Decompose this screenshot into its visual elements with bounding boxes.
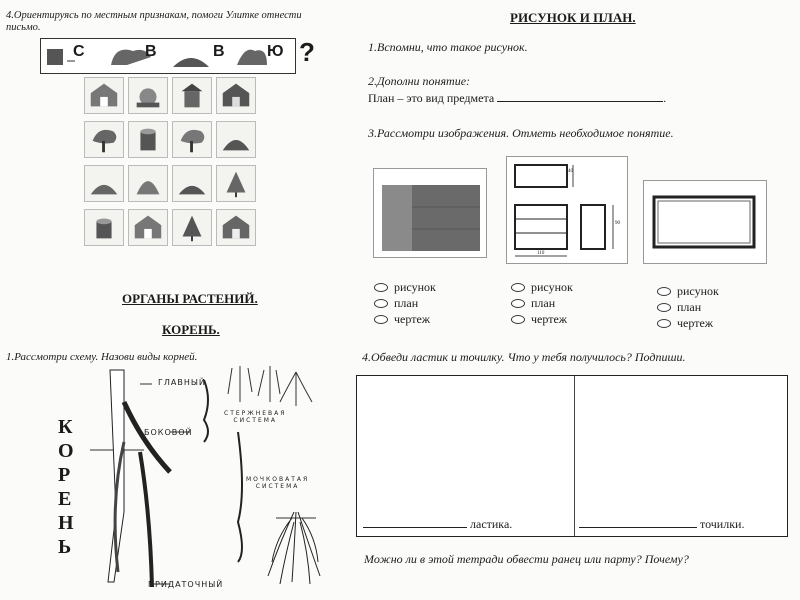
grid-cell[interactable] bbox=[128, 209, 168, 246]
option-technical-drawing[interactable]: чертеж bbox=[657, 315, 719, 331]
label-fibrous-system: МОЧКОВАТАЯ СИСТЕМА bbox=[246, 476, 310, 490]
question-1: 1.Вспомни, что такое рисунок. bbox=[368, 40, 528, 54]
radio-button[interactable] bbox=[657, 287, 671, 296]
option-technical-drawing[interactable]: чертеж bbox=[374, 311, 436, 327]
question-4: 4.Обведи ластик и точилку. Что у тебя получилось? Подпиши. bbox=[362, 350, 686, 364]
grid-cell[interactable] bbox=[216, 121, 256, 158]
grid-cell[interactable] bbox=[216, 165, 256, 202]
dresser-photo-frame bbox=[373, 168, 487, 258]
grid-cell[interactable] bbox=[172, 121, 212, 158]
option-drawing[interactable]: рисунок bbox=[657, 283, 719, 299]
options-group-drawing bbox=[511, 279, 573, 327]
koren-letter: Е bbox=[58, 488, 72, 510]
radio-button[interactable] bbox=[374, 299, 388, 308]
koren-letter: Ь bbox=[58, 536, 72, 558]
strip-letter-s: С bbox=[73, 43, 85, 60]
side-root-shape bbox=[124, 402, 170, 472]
grid-cell[interactable] bbox=[84, 165, 124, 202]
option-technical-drawing[interactable]: чертеж bbox=[511, 311, 573, 327]
radio-button[interactable] bbox=[511, 283, 525, 292]
grid-cell[interactable] bbox=[172, 209, 212, 246]
dimension-40: 40 bbox=[568, 169, 573, 174]
question-3: 3.Рассмотри изображения. Отметь необходимое понятие. bbox=[368, 126, 674, 140]
option-drawing[interactable]: рисунок bbox=[511, 279, 573, 295]
task4-instruction: 4.Ориентируясь по местным признакам, помоги Улитке отнести письмо. bbox=[6, 10, 302, 33]
dresser-photo bbox=[374, 169, 486, 257]
dresser-technical-drawing-frame bbox=[506, 156, 628, 264]
radio-button[interactable] bbox=[374, 283, 388, 292]
stump-icon bbox=[47, 49, 63, 65]
label-taproot-system: СТЕРЖНЕВАЯ СИСТЕМА bbox=[224, 410, 287, 424]
dimension-90: 90 bbox=[615, 221, 620, 226]
plan-definition-blank[interactable] bbox=[497, 89, 663, 102]
grid-cell[interactable] bbox=[216, 77, 256, 114]
grid-cell[interactable] bbox=[172, 165, 212, 202]
label-side-root: БОКОВОЙ bbox=[144, 428, 193, 437]
drawing-plan-title: РИСУНОК И ПЛАН. bbox=[510, 10, 636, 25]
strip-letter-v1: В bbox=[145, 43, 157, 60]
grid-cell[interactable] bbox=[84, 209, 124, 246]
strip-question-mark: ? bbox=[299, 37, 315, 67]
organs-title: ОРГАНЫ РАСТЕНИЙ. bbox=[122, 291, 258, 306]
grid-cell[interactable] bbox=[216, 209, 256, 246]
label-adventitious-root: ПРИДАТОЧНЫЙ bbox=[148, 580, 224, 589]
bush-icon bbox=[173, 58, 209, 67]
question-2-sentence: План – это вид предмета . bbox=[368, 91, 667, 105]
fibrous-brace bbox=[238, 432, 242, 562]
koren-letter: Н bbox=[58, 512, 74, 534]
grid-cell[interactable] bbox=[128, 165, 168, 202]
option-plan[interactable]: план bbox=[511, 295, 573, 311]
grid-cell[interactable] bbox=[172, 77, 212, 114]
dresser-plan bbox=[644, 181, 766, 263]
option-plan[interactable]: план bbox=[657, 299, 719, 315]
sharpener-caption: точилки. bbox=[579, 515, 744, 531]
radio-button[interactable] bbox=[511, 299, 525, 308]
radio-button[interactable] bbox=[657, 303, 671, 312]
direction-strip bbox=[40, 37, 315, 74]
task1-instruction: 1.Рассмотри схему. Назови виды корней. bbox=[6, 351, 198, 363]
sharpener-caption-blank[interactable] bbox=[579, 515, 697, 528]
taproot-brace bbox=[204, 380, 208, 442]
koren-letter: О bbox=[58, 440, 74, 462]
radio-button[interactable] bbox=[511, 315, 525, 324]
sharpener-tracing-area[interactable] bbox=[575, 376, 787, 506]
dimension-110: 110 bbox=[537, 251, 545, 256]
option-drawing[interactable]: рисунок bbox=[374, 279, 436, 295]
eraser-caption: ластика. bbox=[363, 515, 512, 531]
options-group-photo bbox=[374, 279, 436, 327]
option-plan[interactable]: план bbox=[374, 295, 436, 311]
dresser-technical-drawing bbox=[507, 157, 627, 263]
label-main-root: ГЛАВНЫЙ bbox=[158, 378, 206, 387]
strip-letter-yu: Ю bbox=[267, 43, 284, 60]
koren-letter: К bbox=[58, 416, 73, 438]
grid-cell[interactable] bbox=[128, 77, 168, 114]
radio-button[interactable] bbox=[657, 319, 671, 328]
grid-cell[interactable] bbox=[128, 121, 168, 158]
radio-button[interactable] bbox=[374, 315, 388, 324]
koren-letter: Р bbox=[58, 464, 71, 486]
adventitious-root-shape bbox=[140, 452, 152, 587]
tree-icon-2 bbox=[237, 50, 267, 65]
strip-letter-v2: В bbox=[213, 43, 225, 60]
grid-cell[interactable] bbox=[84, 77, 124, 114]
eraser-caption-blank[interactable] bbox=[363, 515, 467, 528]
grid-cell[interactable] bbox=[84, 121, 124, 158]
final-question: Можно ли в этой тетради обвести ранец или парту? Почему? bbox=[364, 552, 689, 566]
eraser-tracing-area[interactable] bbox=[357, 376, 573, 506]
root-title: КОРЕНЬ. bbox=[162, 322, 220, 337]
picture-grid bbox=[84, 77, 260, 249]
dresser-plan-frame bbox=[643, 180, 767, 264]
taproot-sketches bbox=[228, 366, 312, 406]
fibrous-sketch bbox=[268, 512, 320, 584]
question-2-label: 2.Дополни понятие: bbox=[368, 74, 471, 88]
options-group-plan bbox=[657, 283, 719, 331]
tracing-box bbox=[356, 375, 788, 537]
